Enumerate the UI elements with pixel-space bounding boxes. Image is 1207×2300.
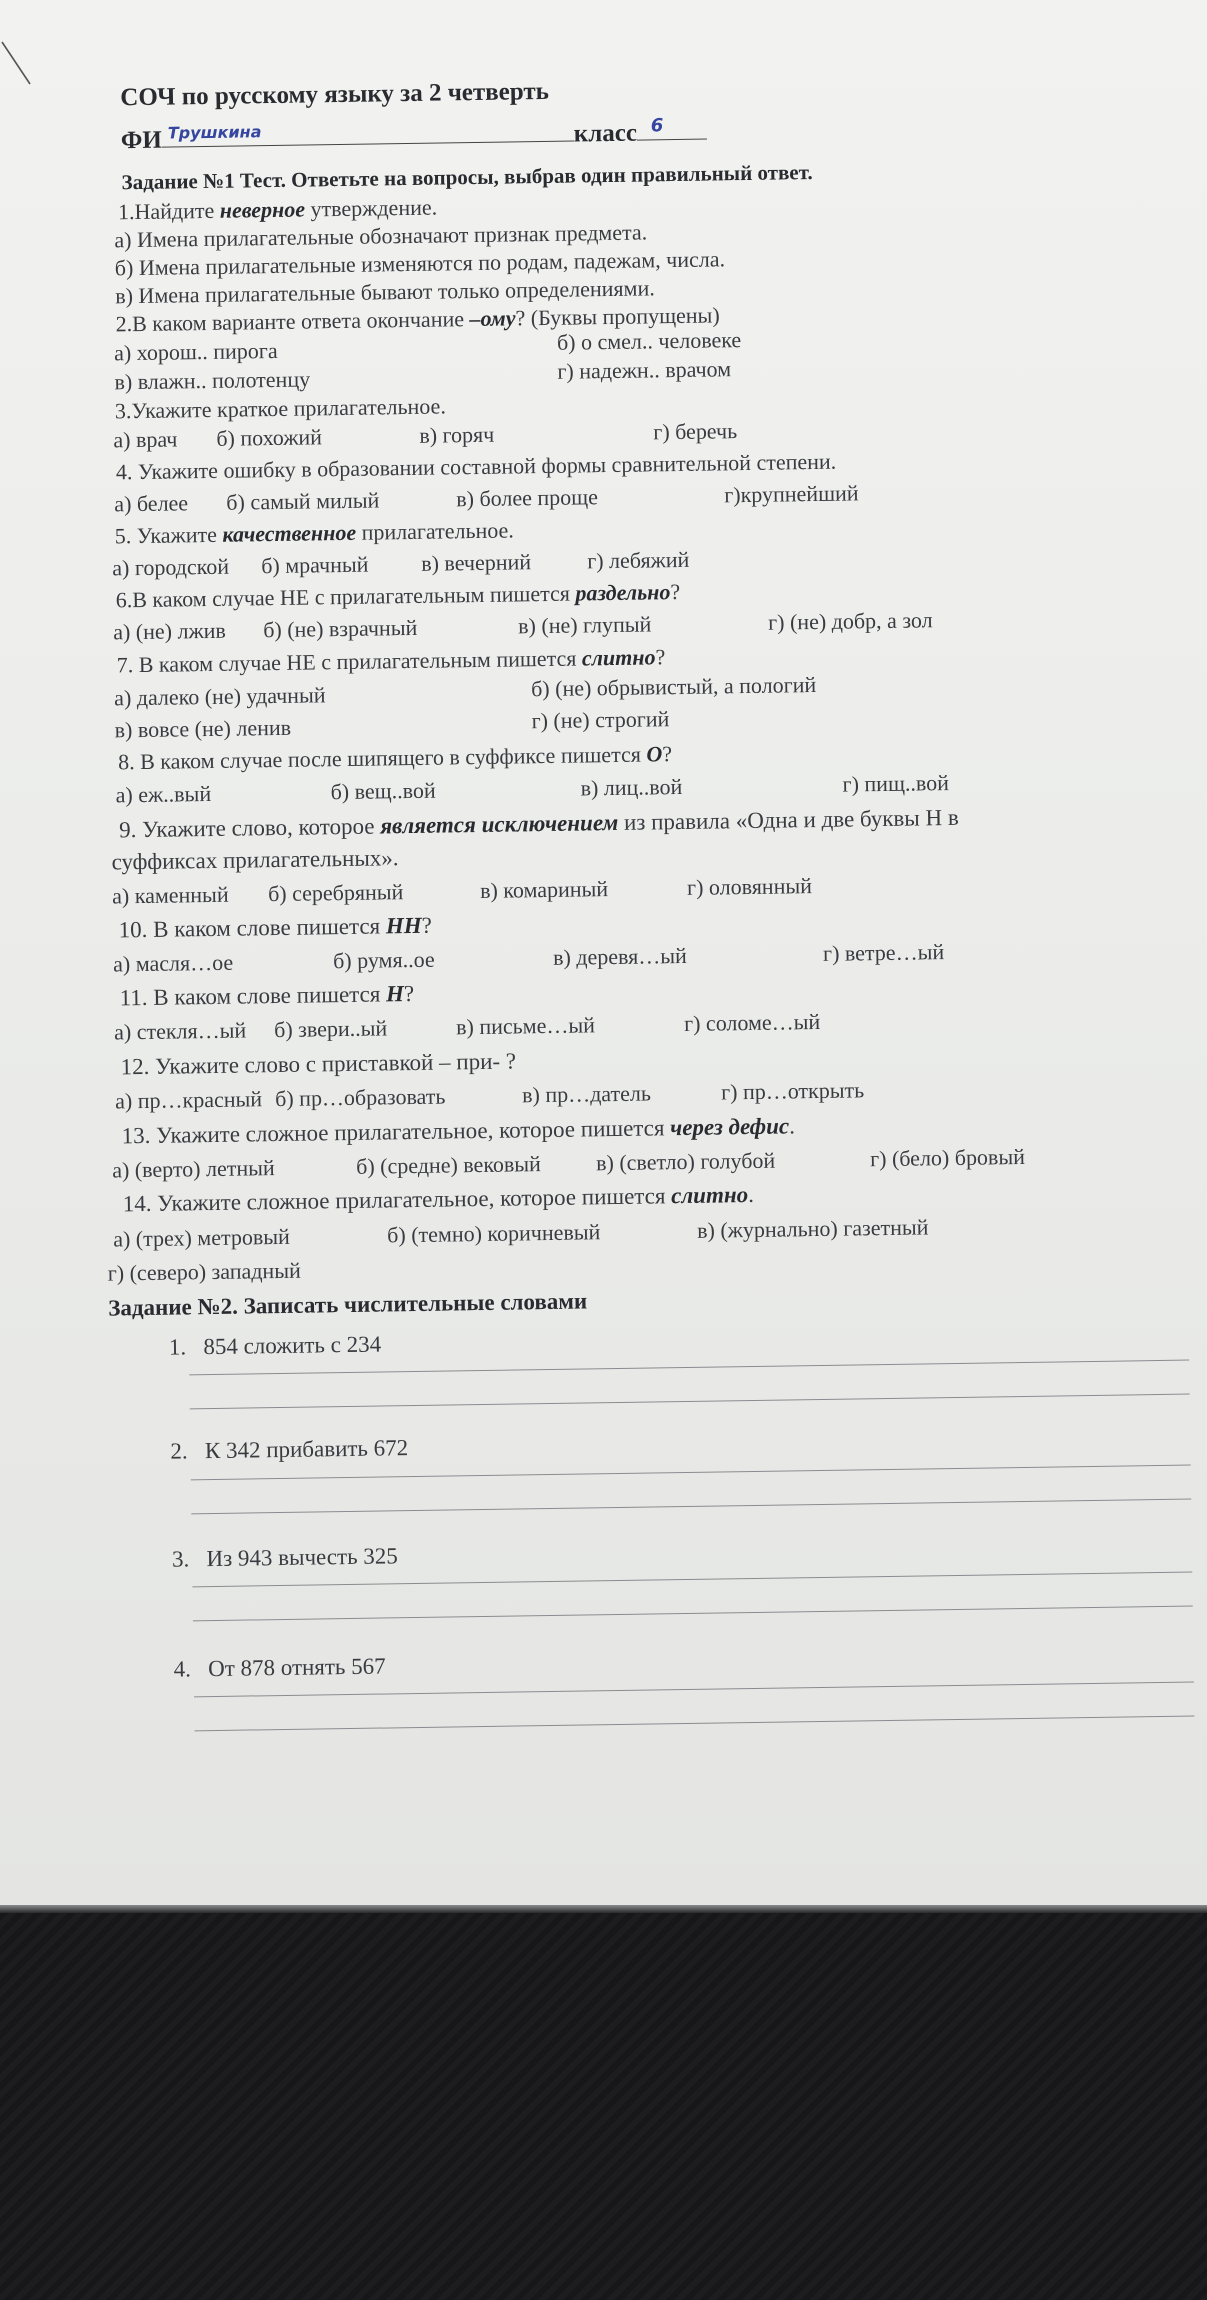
pen-scratch-mark <box>0 40 34 90</box>
q5-option-a[interactable]: а) городской <box>112 553 230 581</box>
handwritten-name: Трушкина <box>167 122 262 143</box>
question-9: 9. Укажите слово, которое является исключением из правила «Одна и две буквы Н в <box>118 804 959 843</box>
class-field[interactable] <box>637 115 707 141</box>
q3-option-d[interactable]: г) беречь <box>653 418 738 445</box>
q3-option-b[interactable]: б) похожий <box>216 424 323 451</box>
q6-option-b[interactable]: б) (не) взрачный <box>263 614 418 643</box>
q1-option-b[interactable]: б) Имена прилагательные изменяются по родам, падежам, числа. <box>114 246 726 281</box>
question-12: 12. Укажите слово с приставкой – при- ? <box>120 1048 517 1080</box>
q9-option-d[interactable]: г) оловянный <box>686 873 813 900</box>
q1-option-c[interactable]: в) Имена прилагательные бывают только определениями. <box>115 275 655 309</box>
q2-option-c[interactable]: в) влажн.. полотенцу <box>114 366 311 395</box>
answer-line-1a[interactable] <box>189 1360 1189 1376</box>
question-9-continued: суффиксах прилагательных». <box>111 845 399 875</box>
answer-line-3a[interactable] <box>192 1572 1192 1588</box>
fi-label: ФИ <box>120 126 163 155</box>
q5-option-c[interactable]: в) вечерний <box>421 549 532 576</box>
q10-option-c[interactable]: в) деревя…ый <box>552 942 687 970</box>
worksheet <box>70 62 1170 1682</box>
class-label: класс <box>573 119 638 148</box>
question-13: 13. Укажите сложное прилагательное, которое пишется через дефис. <box>121 1113 796 1149</box>
q12-option-d[interactable]: г) пр…открыть <box>720 1077 865 1105</box>
task2-heading: Задание №2. Записать числительные словами <box>108 1288 588 1321</box>
question-5: 5. Укажите качественное прилагательное. <box>114 517 515 549</box>
task1-heading: Задание №1 Тест. Ответьте на вопросы, выбрав один правильный ответ. <box>121 159 813 195</box>
q6-option-d[interactable]: г) (не) добр, а зол <box>767 607 933 635</box>
q8-option-a[interactable]: а) еж..вый <box>115 780 212 808</box>
answer-line-2b[interactable] <box>191 1499 1191 1515</box>
q4-option-c[interactable]: в) более проще <box>456 484 599 512</box>
question-4: 4. Укажите ошибку в образовании составной формы сравнительной степени. <box>115 448 837 485</box>
q6-option-c[interactable]: в) (не) глупый <box>517 611 652 639</box>
question-6: 6.В каком случае НЕ с прилагательным пишется раздельно? <box>115 579 681 613</box>
q10-option-a[interactable]: а) масля…ое <box>112 949 234 977</box>
answer-line-3b[interactable] <box>193 1606 1193 1622</box>
answer-line-1b[interactable] <box>190 1394 1190 1410</box>
q8-option-b[interactable]: б) вещ..вой <box>330 777 436 805</box>
q1-option-a[interactable]: а) Имена прилагательные обозначают признак предмета. <box>114 219 648 253</box>
paper-bottom-edge <box>0 1905 1207 1913</box>
task2-item-3: 3. Из 943 вычесть 325 <box>171 1543 399 1572</box>
q7-option-b[interactable]: б) (не) обрывистый, а пологий <box>530 671 817 702</box>
q13-option-b[interactable]: б) (средне) вековый <box>355 1151 542 1179</box>
worksheet-title: СОЧ по русскому языку за 2 четверть <box>120 77 550 112</box>
q8-option-c[interactable]: в) лиц..вой <box>580 773 683 801</box>
answer-line-4b[interactable] <box>195 1715 1195 1731</box>
q11-option-b[interactable]: б) звери..ый <box>273 1015 388 1043</box>
q4-option-d[interactable]: г)крупнейший <box>724 480 859 508</box>
handwritten-class: 6 <box>650 115 664 137</box>
q13-option-d[interactable]: г) (бело) бровый <box>869 1143 1026 1172</box>
task2-item-2: 2. К 342 прибавить 672 <box>170 1435 409 1464</box>
question-3: 3.Укажите краткое прилагательное. <box>114 393 447 424</box>
q9-option-b[interactable]: б) серебряный <box>267 879 404 907</box>
q4-option-a[interactable]: а) белее <box>114 490 189 517</box>
q12-option-c[interactable]: в) пр…датель <box>521 1080 652 1108</box>
name-line <box>121 115 707 155</box>
q14-option-c[interactable]: в) (журнально) газетный <box>696 1214 929 1243</box>
question-7: 7. В каком случае НЕ с прилагательным пишется слитно? <box>116 644 666 678</box>
q7-option-c[interactable]: в) вовсе (не) ленив <box>114 714 292 743</box>
q14-option-d[interactable]: г) (северо) западный <box>107 1257 301 1286</box>
dark-background <box>0 1913 1207 2300</box>
q5-option-b[interactable]: б) мрачный <box>261 551 369 579</box>
q7-option-a[interactable]: а) далеко (не) удачный <box>114 682 326 711</box>
q14-option-b[interactable]: б) (темно) коричневый <box>387 1219 601 1248</box>
q3-option-c[interactable]: в) горяч <box>419 421 495 448</box>
answer-line-2a[interactable] <box>191 1465 1191 1481</box>
q11-option-d[interactable]: г) соломе…ый <box>683 1008 821 1036</box>
answer-line-4a[interactable] <box>194 1682 1194 1698</box>
q14-option-a[interactable]: а) (трех) метровый <box>113 1223 291 1252</box>
question-11: 11. В каком слове пишется Н? <box>119 980 415 1011</box>
name-field[interactable] <box>162 117 574 148</box>
q12-option-b[interactable]: б) пр…образовать <box>274 1083 446 1112</box>
task2-item-4: 4. От 878 отнять 567 <box>173 1653 386 1682</box>
q10-option-d[interactable]: г) ветре…ый <box>822 939 945 966</box>
q9-option-c[interactable]: в) комариный <box>479 876 609 904</box>
q9-option-a[interactable]: а) каменный <box>111 881 229 909</box>
q2-option-d[interactable]: г) надежн.. врачом <box>557 356 732 384</box>
q4-option-b[interactable]: б) самый милый <box>226 487 380 515</box>
q3-option-a[interactable]: а) врач <box>113 426 178 453</box>
q5-option-d[interactable]: г) лебяжий <box>587 546 690 574</box>
q11-option-a[interactable]: а) стекля…ый <box>113 1017 247 1045</box>
q11-option-c[interactable]: в) письме…ый <box>455 1012 596 1040</box>
question-14: 14. Укажите сложное прилагательное, которое пишется слитно. <box>122 1181 755 1217</box>
q13-option-a[interactable]: а) (верто) летный <box>112 1155 275 1183</box>
question-10: 10. В каком слове пишется НН? <box>118 912 433 943</box>
q2-option-a[interactable]: а) хорош.. пирога <box>113 337 278 366</box>
q7-option-d[interactable]: г) (не) строгий <box>531 706 670 734</box>
q2-option-b[interactable]: б) о смел.. человеке <box>556 327 742 355</box>
question-2: 2.В каком варианте ответа окончание –ому? (Буквы пропущены) <box>115 302 720 337</box>
q10-option-b[interactable]: б) румя..ое <box>332 946 435 974</box>
question-8: 8. В каком случае после шипящего в суффиксе пишется О? <box>117 741 673 775</box>
q8-option-d[interactable]: г) пищ..вой <box>842 770 950 797</box>
q6-option-a[interactable]: а) (не) лжив <box>113 617 227 645</box>
q12-option-a[interactable]: а) пр…красный <box>114 1086 263 1114</box>
task2-item-1: 1. 854 сложить с 234 <box>168 1331 382 1360</box>
q13-option-c[interactable]: в) (светло) голубой <box>595 1147 776 1176</box>
question-1: 1.Найдите неверное утверждение. <box>117 194 438 225</box>
